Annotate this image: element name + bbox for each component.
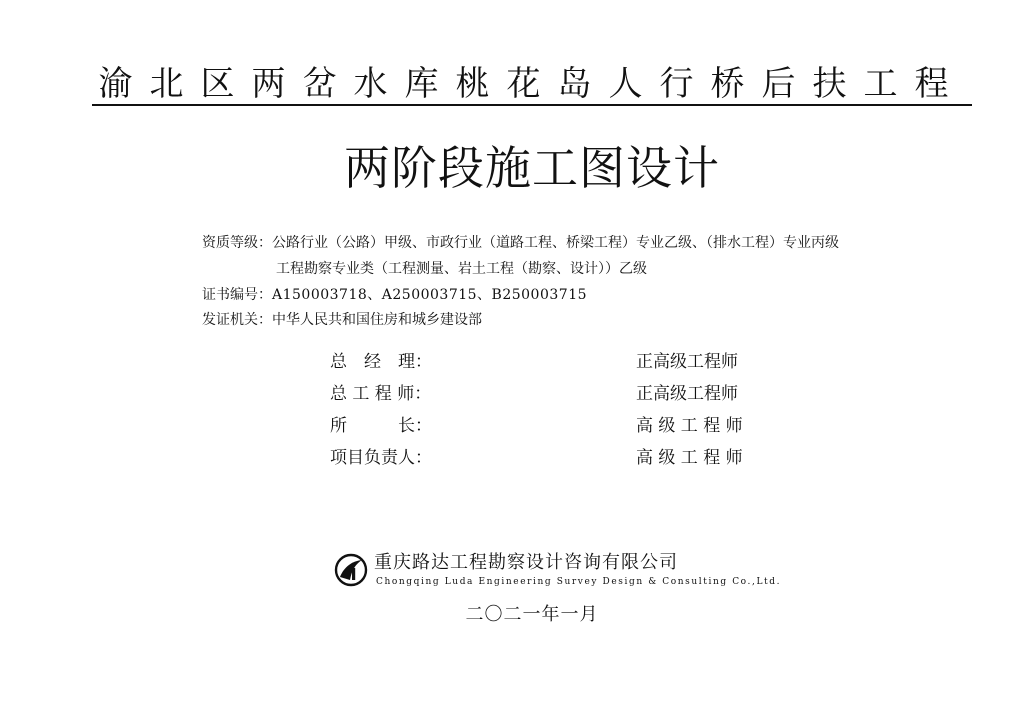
issuer-label: 发证机关： [202,312,272,328]
project-title: 渝北区两岔水库桃花岛人行桥后扶工程 [98,64,966,104]
document-title: 两阶段施工图设计 [344,141,720,195]
certificate-row [202,285,587,305]
certificate-number: A150003718、A250003715、B250003715 [272,287,588,303]
signatory-title-director: 高 级 工 程 师 [636,416,743,436]
signatory-role-project-leader: 项目负责人： [330,448,432,468]
document-date: 二〇二一年一月 [465,604,599,625]
issuer-row [202,310,482,330]
certificate-label: 证书编号： [202,287,272,303]
signatory-title-chief-engineer: 正高级工程师 [636,384,738,404]
issuer-value: 中华人民共和国住房和城乡建设部 [272,312,482,328]
qualification-grade-label: 资质等级： [202,235,272,251]
qualification-grade-line1: 公路行业（公路）甲级、市政行业（道路工程、桥梁工程）专业乙级、（排水工程）专业丙级 [272,235,839,251]
qualification-grade-line2-row [276,259,647,279]
company-logo-icon [334,553,368,587]
qualification-grade-line2: 工程勘察专业类（工程测量、岩土工程（勘察、设计））乙级 [276,261,647,277]
company-name-cn: 重庆路达工程勘察设计咨询有限公司 [374,552,678,573]
signatory-title-general-manager: 正高级工程师 [636,352,738,372]
qualification-grade-row [202,233,839,253]
company-name-en: Chongqing Luda Engineering Survey Design & Consulting Co.,Ltd. [376,577,782,587]
signatory-role-director: 所 长： [330,416,432,436]
signatory-role-chief-engineer: 总 工 程 师： [330,384,432,404]
signatory-title-project-leader: 高 级 工 程 师 [636,448,743,468]
title-underline [92,104,972,106]
signatory-role-general-manager: 总 经 理： [330,352,432,372]
